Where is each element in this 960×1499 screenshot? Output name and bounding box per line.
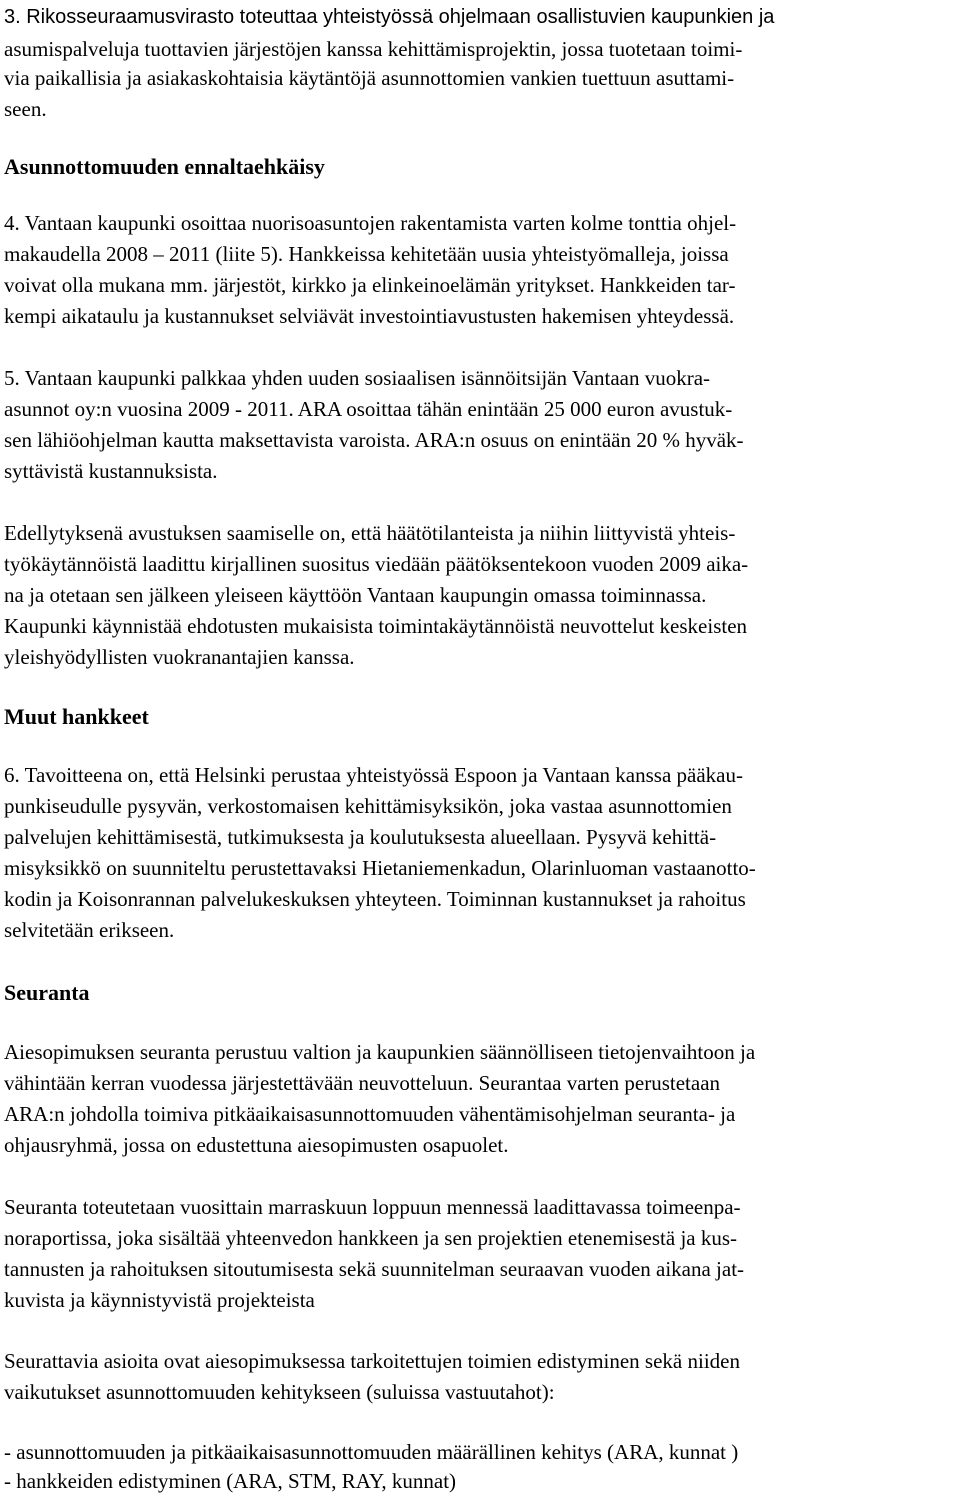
text-line: via paikallisia ja asiakaskohtaisia käytäntöjä asunnottomien vankien tuettuun asuttami-	[4, 66, 735, 90]
section-heading-muut-hankkeet: Muut hankkeet	[4, 704, 149, 729]
text-line: kodin ja Koisonrannan palvelukeskuksen yhteyteen. Toiminnan kustannukset ja rahoitus	[4, 887, 746, 911]
text-line: na ja otetaan sen jälkeen yleiseen käyttöön Vantaan kaupungin omassa toiminnassa.	[4, 583, 707, 607]
text-line: asunnot oy:n vuosina 2009 - 2011. ARA osoittaa tähän enintään 25 000 euron avustuk-	[4, 397, 733, 421]
text-line: selvitetään erikseen.	[4, 918, 175, 942]
section-heading-seuranta: Seuranta	[4, 980, 90, 1005]
text-line: 5. Vantaan kaupunki palkkaa yhden uuden sosiaalisen isännöitsijän Vantaan vuokra-	[4, 366, 711, 390]
list-item: - asunnottomuuden ja pitkäaikaisasunnottomuuden määrällinen kehitys (ARA, kunnat )	[4, 1440, 739, 1464]
text-line: 4. Vantaan kaupunki osoittaa nuorisoasuntojen rakentamista varten kolme tonttia ohjel-	[4, 211, 737, 235]
text-line: ARA:n johdolla toimiva pitkäaikaisasunnottomuuden vähentämisohjelman seuranta- ja	[4, 1102, 736, 1126]
text-line: seen.	[4, 97, 47, 121]
text-line: 6. Tavoitteena on, että Helsinki perustaa yhteistyössä Espoon ja Vantaan kanssa pääkau-	[4, 763, 743, 787]
text-line: Aiesopimuksen seuranta perustuu valtion ja kaupunkien säännölliseen tietojenvaihtoon ja	[4, 1040, 756, 1064]
text-line: makaudella 2008 – 2011 (liite 5). Hankkeissa kehitetään uusia yhteistyömalleja, joissa	[4, 242, 729, 266]
text-line: työkäytännöistä laadittu kirjallinen suositus viedään päätöksentekoon vuoden 2009 aika-	[4, 552, 749, 576]
text-line: voivat olla mukana mm. järjestöt, kirkko ja elinkeinoelämän yritykset. Hankkeiden tar-	[4, 273, 736, 297]
text-line: Seuranta toteutetaan vuosittain marraskuun loppuun mennessä laadittavassa toimeenpa-	[4, 1195, 741, 1219]
text-line: vähintään kerran vuodessa järjestettävään neuvotteluun. Seurantaa varten perustetaan	[4, 1071, 721, 1095]
text-line: syttävistä kustannuksista.	[4, 459, 218, 483]
text-line: palvelujen kehittämisestä, tutkimuksesta ja koulutuksesta alueellaan. Pysyvä kehittä-	[4, 825, 717, 849]
text-line: tannusten ja rahoituksen sitoutumisesta sekä suunnitelman seuraavan vuoden aikana jat-	[4, 1257, 745, 1281]
text-line: Edellytyksenä avustuksen saamiselle on, että häätötilanteista ja niihin liittyvistä yhteis-	[4, 521, 736, 545]
text-line: sen lähiöohjelman kautta maksettavista varoista. ARA:n osuus on enintään 20 % hyväk-	[4, 428, 744, 452]
text-line: yleishyödyllisten vuokranantajien kanssa.	[4, 645, 355, 669]
text-line: noraportissa, joka sisältää yhteenvedon hankkeen ja sen projektien etenemisestä ja kus-	[4, 1226, 738, 1250]
text-line: Seurattavia asioita ovat aiesopimuksessa tarkoitettujen toimien edistyminen sekä niiden	[4, 1349, 740, 1373]
text-line: 3. Rikosseuraamusvirasto toteuttaa yhteistyössä ohjelmaan osallistuvien kaupunkien ja	[4, 6, 775, 28]
section-heading-ennaltaehkaisy: Asunnottomuuden ennaltaehkäisy	[4, 154, 325, 179]
list-item: - hankkeiden edistyminen (ARA, STM, RAY, kunnat)	[4, 1469, 457, 1493]
text-line: ohjausryhmä, jossa on edustettuna aiesopimusten osapuolet.	[4, 1133, 509, 1157]
text-line: asumispalveluja tuottavien järjestöjen kanssa kehittämisprojektin, jossa tuotetaan toimi-	[4, 37, 743, 61]
text-line: Kaupunki käynnistää ehdotusten mukaisista toimintakäytännöistä neuvottelut keskeisten	[4, 614, 748, 638]
text-line: vaikutukset asunnottomuuden kehitykseen (suluissa vastuutahot):	[4, 1380, 555, 1404]
text-line: kuvista ja käynnistyvistä projekteista	[4, 1288, 315, 1312]
text-line: misyksikkö on suunniteltu perustettavaksi Hietaniemenkadun, Olarinluoman vastaanotto-	[4, 856, 756, 880]
text-line: punkiseudulle pysyvän, verkostomaisen kehittämisyksikön, joka vastaa asunnottomien	[4, 794, 732, 818]
text-line: kempi aikataulu ja kustannukset selviävät investointiavustusten hakemisen yhteydessä.	[4, 304, 735, 328]
